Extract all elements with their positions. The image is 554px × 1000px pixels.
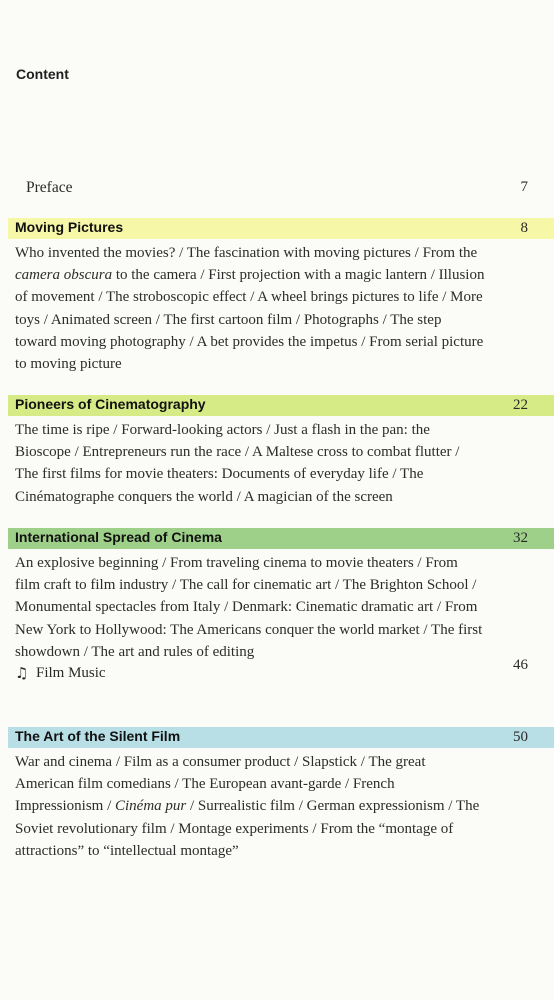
toc-page-number: 50: [513, 729, 528, 745]
section-description: [15, 419, 485, 508]
section-band[interactable]: [8, 395, 554, 416]
description-text: to the camera / First projection with a magic lantern / Illusion of movement / The stroboscopic effect / A wheel brings pictures to life / More toys / Animated screen / The first cartoon film / Photographs / The step toward moving photography / A bet provides the impetus / From serial picture to moving picture: [15, 267, 485, 373]
toc-page-number: 7: [520, 179, 528, 195]
section-description: [15, 552, 485, 663]
toc-page-number: 32: [513, 530, 528, 546]
toc-section-pioneers: [0, 395, 554, 508]
music-note-icon: ♫: [15, 664, 29, 683]
toc-entry-label: Film Music: [36, 665, 106, 682]
toc-section-international-spread: [0, 528, 554, 685]
page-title: Content: [16, 66, 69, 82]
description-text: / Surrealistic film / German expressionism / The Soviet revolutionary film / Montage experiments / From the “montage of attractions” to “intellectual montage”: [15, 798, 480, 859]
description-text: War and cinema / Film as a consumer product / Slapstick / The great American film comedians / The European avant-garde / French Impressionism /: [15, 754, 426, 815]
section-description: [15, 751, 485, 862]
section-description: [15, 242, 485, 375]
section-title: International Spread of Cinema: [15, 529, 222, 545]
toc-section-silent-film: [0, 727, 554, 862]
section-band[interactable]: [8, 218, 554, 239]
toc-entry-label: Preface: [26, 179, 73, 196]
toc-section-moving-pictures: [0, 218, 554, 375]
section-band[interactable]: [8, 727, 554, 748]
toc-page-number: 46: [513, 657, 528, 674]
description-text: Who invented the movies? / The fascination with moving pictures /: [15, 245, 419, 261]
description-italic: Cinéma pur: [115, 798, 187, 815]
section-band[interactable]: [8, 528, 554, 549]
description-text: An explosive beginning / From traveling cinema to movie theaters / From film craft to film industry / The call for cinematic art / The Brighton School / Monumental spectacles from Italy / Denmark: Cinematic dramatic art / From New York to Hollywood: The Americans conquer the world market / The first showdown / The art and rules of editing: [15, 555, 483, 660]
toc-page-number: 22: [513, 397, 528, 413]
section-title: The Art of the Silent Film: [15, 728, 181, 744]
description-text: The time is ripe / Forward-looking actors / Just a flash in the pan: the Bioscope / Entrepreneurs run the race / A Maltese cross to combat flutter / The first films for movie theaters: Documents of everyday life / The Cinématographe conquers the world / A magician of the screen: [15, 422, 460, 505]
description-text: From the: [422, 245, 478, 261]
description-italic: camera obscura: [15, 267, 113, 284]
toc-page-number: 8: [520, 220, 528, 236]
toc-entry-preface[interactable]: [0, 178, 554, 200]
toc-entry-film-music[interactable]: [15, 657, 554, 685]
section-title: Pioneers of Cinematography: [15, 396, 206, 412]
section-title: Moving Pictures: [15, 219, 124, 235]
